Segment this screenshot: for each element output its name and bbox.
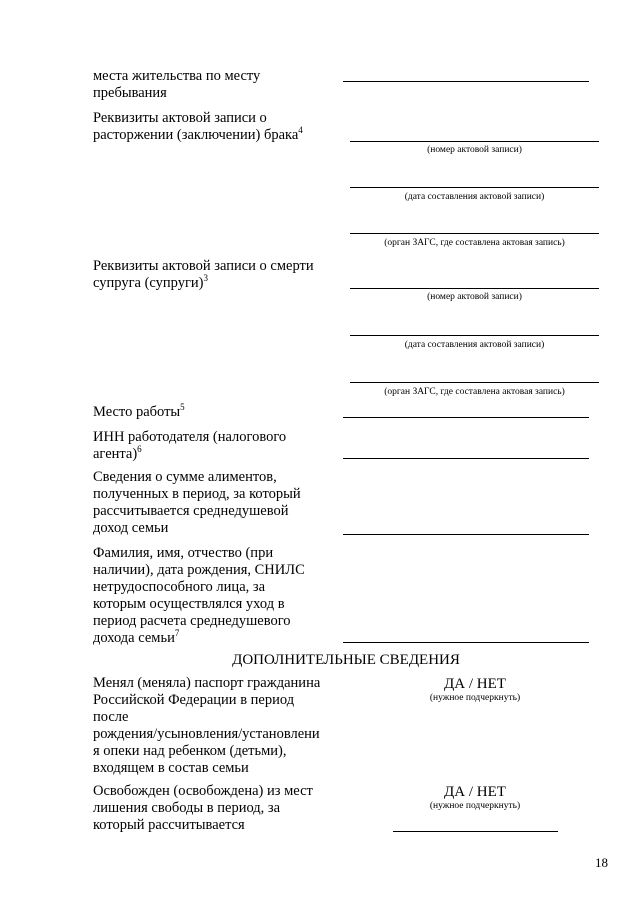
death-registry-office-line[interactable] (350, 382, 599, 383)
release-choice-hint: (нужное подчеркнуть) (429, 801, 521, 811)
alimony-label-line-2: полученных в период, за который (93, 486, 301, 502)
death-label-line-1: Реквизиты актовой записи о смерти (93, 258, 314, 274)
release-yes-no-choice[interactable]: ДА / НЕТ (444, 784, 506, 800)
release-input-line[interactable] (393, 831, 558, 832)
passport-choice-hint: (нужное подчеркнуть) (429, 693, 521, 703)
release-label-line-2: лишения свободы в период, за (93, 800, 281, 816)
death-registry-office-caption: (орган ЗАГС, где составлена актовая запись) (384, 387, 565, 397)
death-record-number-line[interactable] (350, 288, 599, 289)
caregiver-label-line-5: период расчета среднедушевого (93, 613, 291, 629)
divorce-record-number-line[interactable] (350, 141, 599, 142)
inn-input-line[interactable] (343, 458, 589, 459)
workplace-input-line[interactable] (343, 417, 589, 418)
caregiver-label-line-2: наличии), дата рождения, СНИЛС (93, 562, 305, 578)
release-label-line-3: который рассчитывается (93, 817, 245, 833)
passport-label-line-2: Российской Федерации в период (93, 692, 295, 708)
alimony-label-line-1: Сведения о сумме алиментов, (93, 469, 277, 485)
death-label-line-2: супруга (супруги)$^3$ (93, 273, 208, 291)
divorce-footnote: 4 (298, 125, 303, 136)
residence-label-line-1: места жительства по месту (93, 68, 261, 84)
residence-label-line-2: пребывания (93, 85, 167, 101)
death-footnote: 3 (203, 273, 208, 284)
divorce-record-date-line[interactable] (350, 187, 599, 188)
death-record-date-line[interactable] (350, 335, 599, 336)
divorce-record-date-caption: (дата составления актовой записи) (404, 192, 545, 202)
alimony-input-line[interactable] (343, 534, 589, 535)
caregiver-label-line-4: которым осуществлялся уход в (93, 596, 285, 612)
section-heading: ДОПОЛНИТЕЛЬНЫЕ СВЕДЕНИЯ (232, 652, 460, 668)
passport-label-line-4: рождения/усыновления/установлени (93, 726, 320, 742)
passport-label-line-5: я опеки над ребенком (детьми), (93, 743, 287, 759)
page-number: 18 (595, 855, 608, 870)
passport-label-line-1: Менял (меняла) паспорт гражданина (93, 675, 321, 691)
residence-input-line[interactable] (343, 81, 589, 82)
caregiver-label-line-3: нетрудоспособного лица, за (93, 579, 266, 595)
passport-label-line-3: после (93, 709, 129, 725)
inn-footnote: 6 (137, 444, 142, 455)
divorce-registry-office-line[interactable] (350, 233, 599, 234)
passport-label-line-6: входящем в состав семьи (93, 760, 249, 776)
workplace-footnote: 5 (180, 402, 185, 413)
passport-yes-no-choice[interactable]: ДА / НЕТ (444, 676, 506, 692)
caregiver-input-line[interactable] (343, 642, 589, 643)
release-label-line-1: Освобожден (освобождена) из мест (93, 783, 313, 799)
death-record-date-caption: (дата составления актовой записи) (404, 340, 545, 350)
caregiver-label-line-1: Фамилия, имя, отчество (при (93, 545, 274, 561)
divorce-label-line-1: Реквизиты актовой записи о (93, 110, 267, 126)
caregiver-footnote: 7 (174, 628, 180, 639)
divorce-registry-office-caption: (орган ЗАГС, где составлена актовая запись) (384, 238, 565, 248)
alimony-label-line-4: доход семьи (93, 520, 169, 536)
divorce-record-number-caption: (номер актовой записи) (427, 145, 522, 155)
caregiver-label-line-6: дохода семьи$^7$ (93, 628, 180, 646)
divorce-label-line-2: расторжении (заключении) брака$^4$ (93, 125, 303, 143)
alimony-label-line-3: рассчитывается среднедушевой (93, 503, 289, 519)
workplace-label: Место работы$^5$ (93, 402, 185, 420)
inn-label-line-1: ИНН работодателя (налогового (93, 429, 287, 445)
inn-label-line-2: агента)$^6$ (93, 444, 142, 462)
death-record-number-caption: (номер актовой записи) (427, 292, 522, 302)
